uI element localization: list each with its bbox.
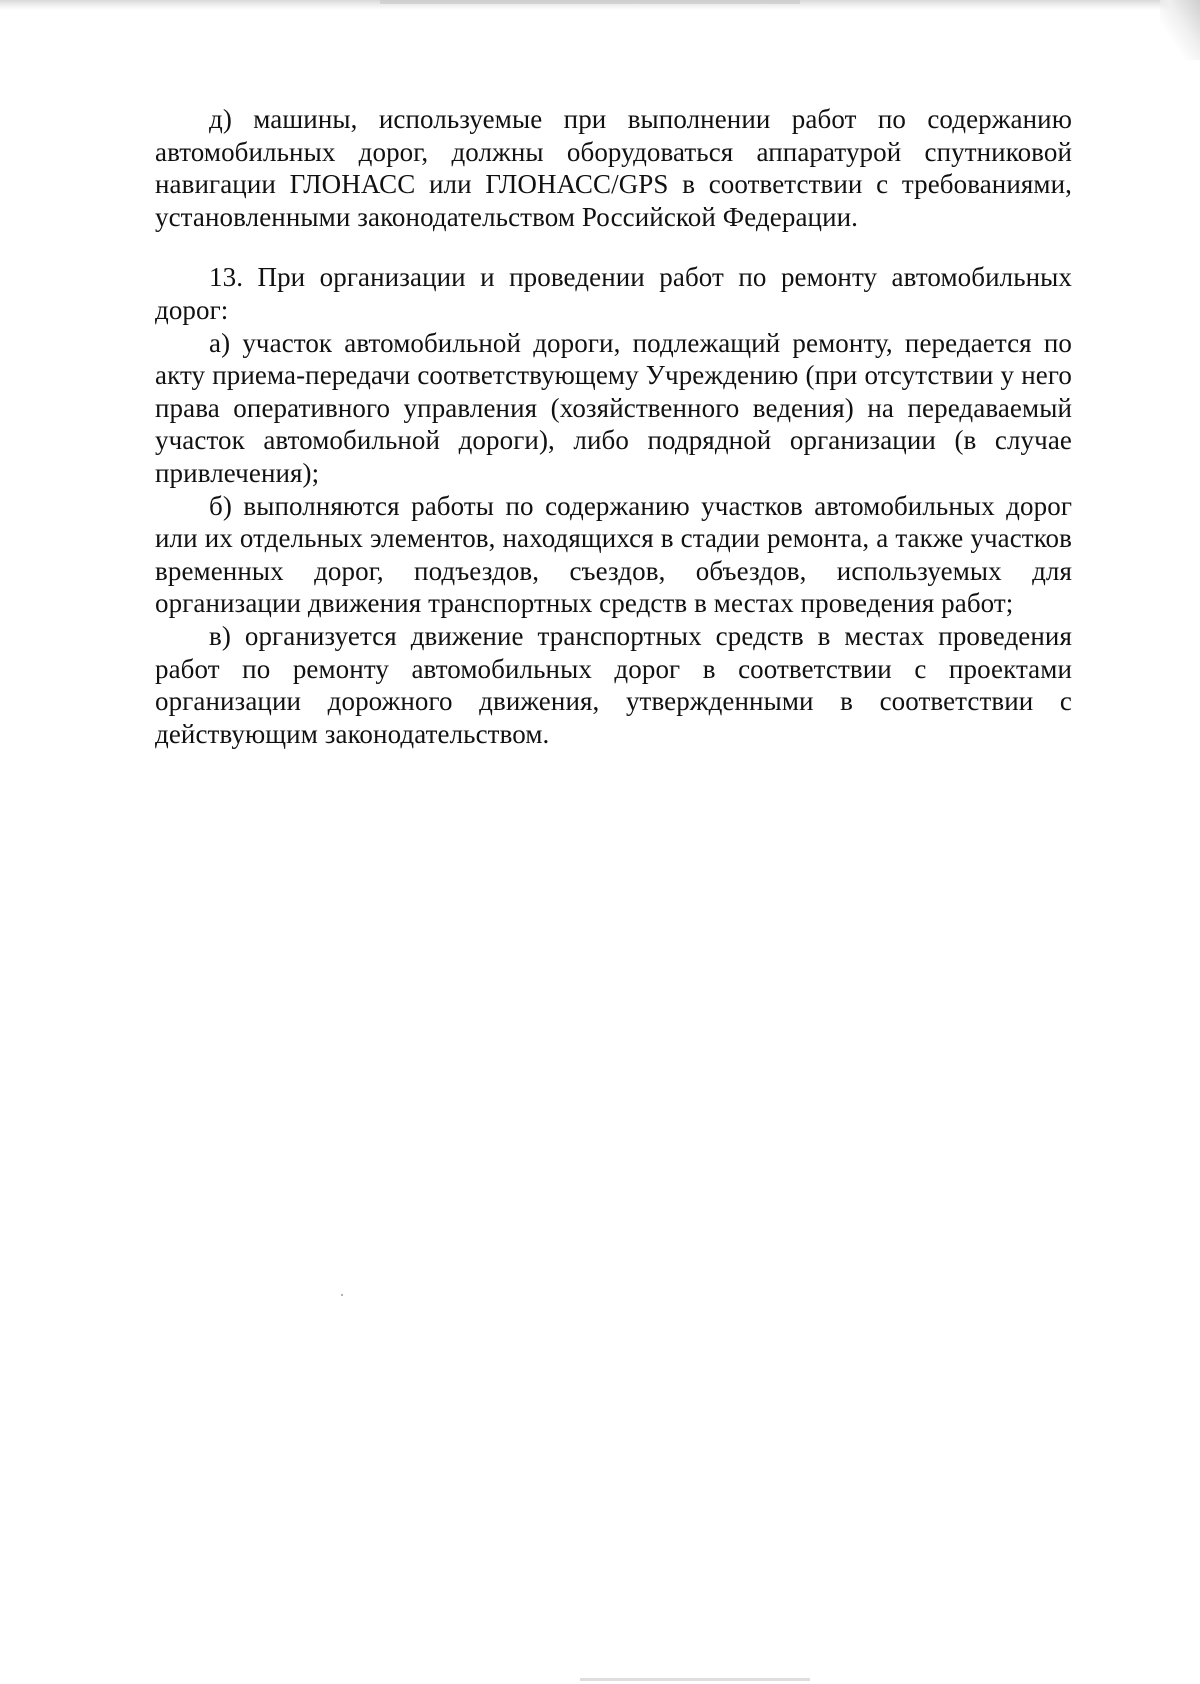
paragraph-item-a: а) участок автомобильной дороги, подлежащий ремонту, передается по акту приема-передачи соответствующему Учреждению (при отсутствии у него права оперативного управления (хозяйственного ведения) на передаваемый участок автомобильной дороги), либо подрядной организации (в случае привлечения); (155, 327, 1072, 488)
paragraph-item-d: д) машины, используемые при выполнении работ по содержанию автомобильных дорог, должны оборудоваться аппаратурой спутниковой навигации ГЛОНАСС или ГЛОНАСС/GPS в соответствии с требованиями, установленными законодательством Российской Федерации. (155, 104, 1072, 232)
scan-edge-bottom (580, 1678, 810, 1681)
paragraph-item-v: в) организуется движение транспортных средств в местах проведения работ по ремонту автомобильных дорог в соответствии с проектами организации дорожного движения, утвержденными в соответствии с действующим законодательством. (155, 620, 1072, 749)
paragraph-spacer (155, 233, 1072, 261)
paragraph-item-b: б) выполняются работы по содержанию участков автомобильных дорог или их отдельных элементов, находящихся в стадии ремонта, а также участков временных дорог, подъездов, съездов, объездов, используемых для организации движения транспортных средств в местах проведения работ; (155, 490, 1072, 619)
paragraph-section-13: 13. При организации и проведении работ по ремонту автомобильных дорог: (155, 262, 1072, 325)
scan-edge-top (0, 0, 1200, 10)
scan-corner-shadow (1160, 0, 1200, 60)
scan-speck (341, 1294, 343, 1296)
document-body (155, 103, 1072, 750)
